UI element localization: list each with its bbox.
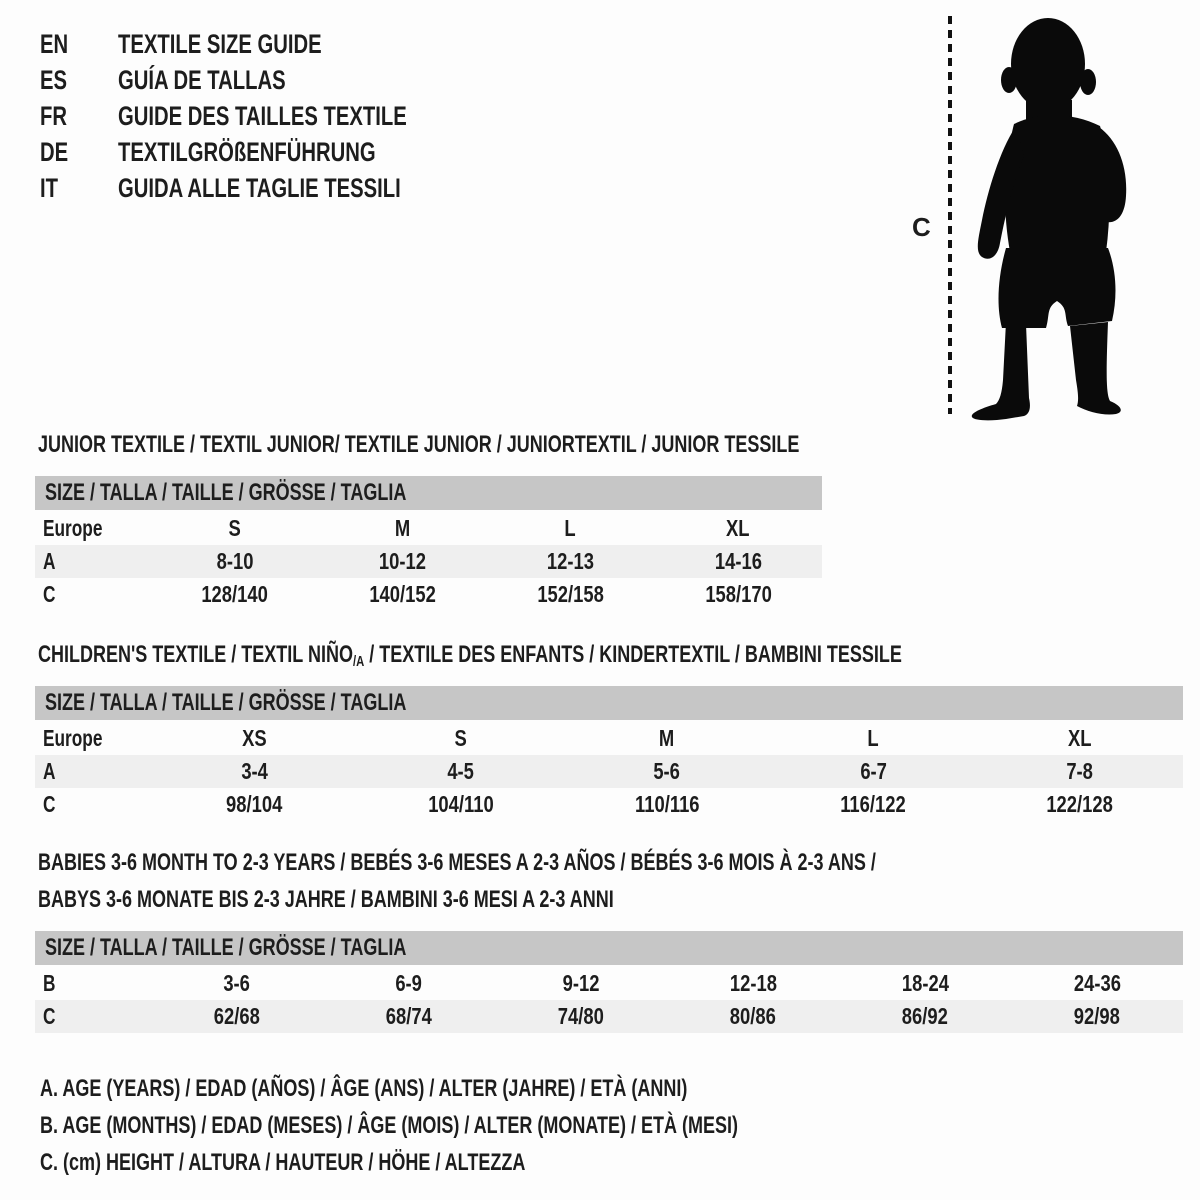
row-cell: M [659, 725, 675, 751]
row-label: A [43, 548, 56, 574]
baby-silhouette-shape [972, 18, 1126, 420]
language-title: GUÍA DE TALLAS [118, 64, 286, 95]
row-cell: 152/158 [537, 581, 604, 607]
language-row [40, 98, 503, 134]
table-title-line: CHILDREN'S TEXTILE / TEXTIL $NIÑO_{/A}$ / TEXTILE DES ENFANTS / KINDERTEXTIL / BAMBINI TESSILE [38, 641, 902, 670]
language-code: FR [40, 100, 67, 131]
row-cell: 24-36 [1073, 970, 1121, 996]
language-block [40, 26, 503, 206]
table-title [35, 844, 1183, 918]
row-cell: 7-8 [1066, 758, 1094, 784]
language-code: EN [40, 28, 69, 59]
row-cell: 116/122 [840, 791, 907, 817]
table-title-line: BABYS 3-6 MONATE BIS 2-3 JAHRE / BAMBINI 3-6 MESI A 2-3 ANNI [38, 886, 614, 913]
row-cell: M [394, 515, 411, 541]
row-cell: XS [241, 725, 267, 751]
row-cell: 68/74 [385, 1003, 433, 1029]
row-label: A [43, 758, 56, 784]
table-title [35, 426, 822, 463]
row-cell: 8-10 [216, 548, 254, 574]
row-label: C [43, 791, 56, 817]
row-cell: 110/116 [634, 791, 700, 817]
row-cell: 86/92 [901, 1003, 949, 1029]
row-cell: 14-16 [714, 548, 762, 574]
size-table [35, 476, 822, 611]
table-row [35, 1000, 1183, 1033]
row-label: C [43, 1003, 56, 1029]
language-code: ES [40, 64, 68, 95]
size-table [35, 931, 1183, 1033]
row-cell: 12-18 [729, 970, 777, 996]
legend-line: C. (cm) HEIGHT / ALTURA / HAUTEUR / HÖHE / ALTEZZA [40, 1149, 526, 1176]
language-title: TEXTILE SIZE GUIDE [118, 28, 322, 59]
table-row [35, 755, 1183, 788]
language-row [40, 170, 503, 206]
table-title [35, 636, 1183, 673]
size-table-junior [35, 426, 822, 611]
size-header-bar [35, 931, 1183, 965]
height-label-c: C [912, 212, 931, 242]
row-cell: 4-5 [447, 758, 474, 784]
language-code: IT [40, 172, 58, 203]
row-cell: 12-13 [546, 548, 594, 574]
row-cell: 74/80 [557, 1003, 605, 1029]
row-cell: XL [726, 515, 750, 541]
row-cell: XL [1068, 725, 1092, 751]
size-table-babies [35, 844, 1183, 1033]
language-code: DE [40, 136, 69, 167]
row-cell: 18-24 [901, 970, 949, 996]
row-cell: S [454, 725, 467, 751]
legend-line: A. AGE (YEARS) / EDAD (AÑOS) / ÂGE (ANS) / ALTER (JAHRE) / ETÀ (ANNI) [40, 1075, 688, 1102]
size-header-bar [35, 686, 1183, 720]
row-cell: L [564, 515, 576, 541]
table-row [35, 788, 1183, 821]
legend [40, 1070, 971, 1181]
row-cell: L [867, 725, 880, 751]
language-title: TEXTILGRÖßENFÜHRUNG [118, 136, 376, 167]
row-cell: 104/110 [427, 791, 494, 817]
row-cell: 6-9 [395, 970, 423, 996]
row-cell: 62/68 [213, 1003, 261, 1029]
legend-line: B. AGE (MONTHS) / EDAD (MESES) / ÂGE (MOIS) / ALTER (MONATE) / ETÀ (MESI) [40, 1112, 738, 1139]
table-row [35, 967, 1183, 1000]
table-row [35, 722, 1183, 755]
size-header-label: SIZE / TALLA / TAILLE / GRÖSSE / TAGLIA [45, 689, 407, 716]
size-header-label: SIZE / TALLA / TAILLE / GRÖSSE / TAGLIA [45, 479, 407, 506]
language-title: GUIDA ALLE TAGLIE TESSILI [118, 172, 401, 203]
row-cell: 3-6 [223, 970, 251, 996]
table-title-line: JUNIOR TEXTILE / TEXTIL JUNIOR/ TEXTILE JUNIOR / JUNIORTEXTIL / JUNIOR TESSILE [38, 431, 800, 458]
height-dashed-line [948, 16, 952, 414]
language-title: GUIDE DES TAILLES TEXTILE [118, 100, 407, 131]
table-title-line: BABIES 3-6 MONTH TO 2-3 YEARS / BEBÉS 3-6 MESES A 2-3 AÑOS / BÉBÉS 3-6 MOIS À 2-3 ANS / [38, 849, 876, 876]
table-row [35, 545, 822, 578]
row-label: C [43, 581, 56, 607]
row-label: Europe [43, 725, 103, 751]
row-cell: 128/140 [201, 581, 269, 607]
table-row [35, 512, 822, 545]
row-cell: 6-7 [860, 758, 887, 784]
size-header-bar [35, 476, 822, 510]
row-cell: 140/152 [369, 581, 436, 607]
row-cell: 10-12 [379, 548, 427, 574]
row-cell: 9-12 [562, 970, 600, 996]
row-cell: 98/104 [226, 791, 283, 817]
row-cell: 3-4 [240, 758, 268, 784]
row-cell: 80/86 [729, 1003, 777, 1029]
language-row [40, 134, 503, 170]
row-label: Europe [43, 515, 103, 541]
size-table-children [35, 636, 1183, 821]
baby-silhouette-icon [958, 12, 1150, 422]
size-table [35, 686, 1183, 821]
row-cell: S [228, 515, 242, 541]
row-cell: 122/128 [1046, 791, 1114, 817]
language-row [40, 26, 503, 62]
row-label: B [43, 970, 56, 996]
row-cell: 5-6 [653, 758, 681, 784]
row-cell: 92/98 [1073, 1003, 1121, 1029]
table-row [35, 578, 822, 611]
size-header-label: SIZE / TALLA / TAILLE / GRÖSSE / TAGLIA [45, 934, 407, 961]
row-cell: 158/170 [704, 581, 772, 607]
language-row [40, 62, 503, 98]
